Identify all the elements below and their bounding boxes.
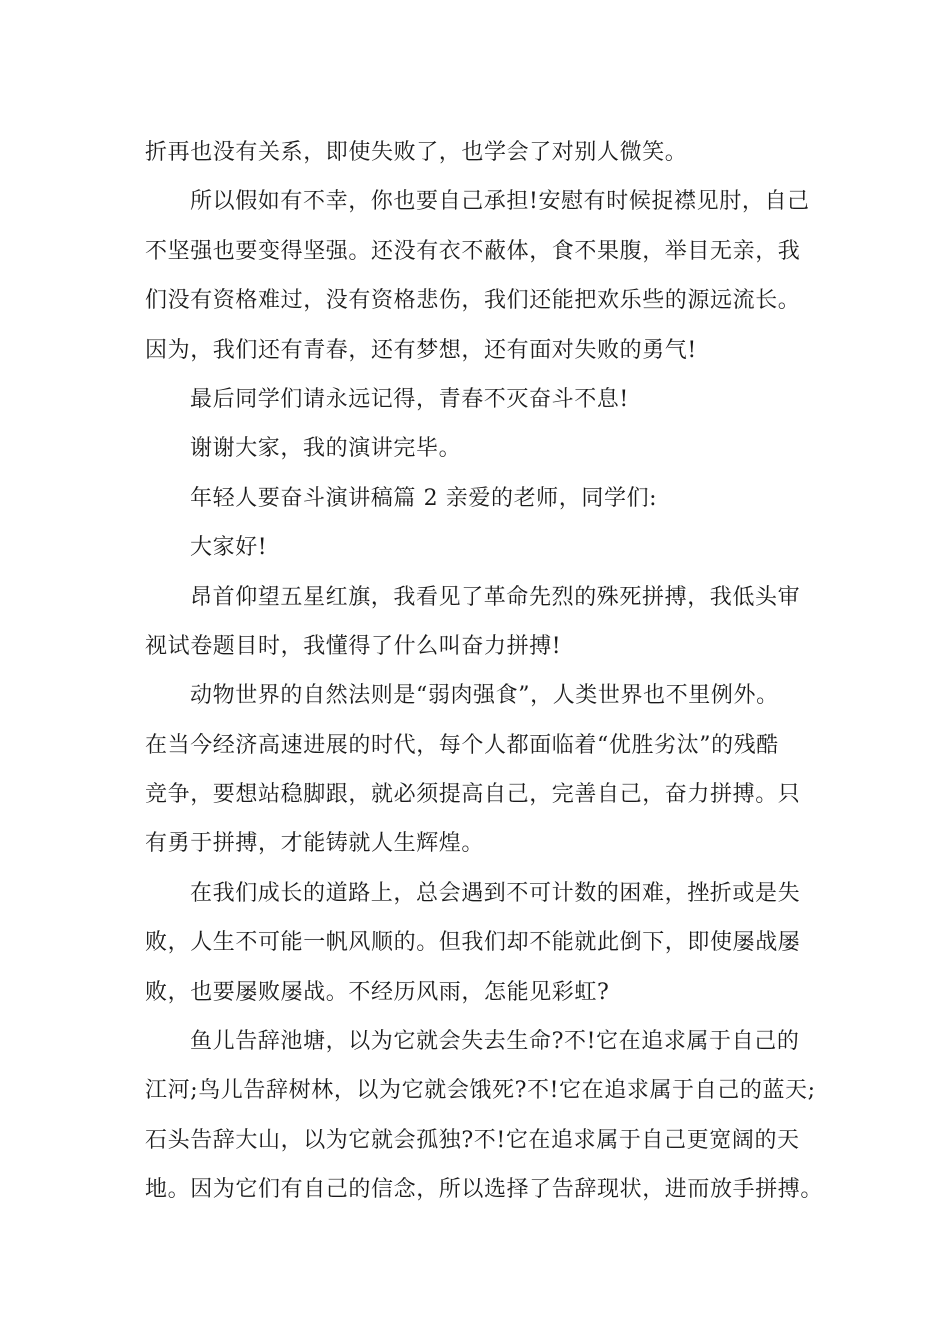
text-line: 在我们成长的道路上，总会遇到不可计数的困难，挫折或是失 <box>190 880 801 906</box>
document-body <box>145 128 825 1215</box>
text-line: 们没有资格难过，没有资格悲伤，我们还能把欢乐些的源远流长。 <box>145 288 801 314</box>
text-line: 石头告辞大山，以为它就会孤独?不!它在追求属于自己更宽阔的天 <box>145 1127 800 1153</box>
text-line: 因为，我们还有青春，还有梦想，还有面对失败的勇气! <box>145 337 697 363</box>
paragraph <box>145 128 825 177</box>
text-line: 江河;鸟儿告辞树林，以为它就会饿死?不!它在追求属于自己的蓝天; <box>145 1078 816 1104</box>
text-line: 不坚强也要变得坚强。还没有衣不蔽体，食不果腹，举目无亲，我 <box>145 238 801 264</box>
text-line: 竞争，要想站稳脚跟，就必须提高自己，完善自己，奋力拼搏。只 <box>145 782 801 808</box>
paragraph <box>145 177 825 375</box>
text-line: 谢谢大家，我的演讲完毕。 <box>190 436 462 462</box>
paragraph <box>145 573 825 672</box>
text-line: 在当今经济高速进展的时代，每个人都面临着“优胜劣汰”的残酷 <box>145 732 779 758</box>
text-line: 视试卷题目时，我懂得了什么叫奋力拼搏! <box>145 633 562 659</box>
paragraph <box>145 869 825 1017</box>
text-line: 动物世界的自然法则是“弱肉强食”，人类世界也不里例外。 <box>190 683 779 709</box>
paragraph <box>145 671 825 869</box>
text-line: 败，人生不可能一帆风顺的。但我们却不能就此倒下，即使屡战屡 <box>145 930 801 956</box>
paragraph <box>145 375 825 424</box>
text-line: 有勇于拼搏，才能铸就人生辉煌。 <box>145 831 485 857</box>
paragraph <box>145 523 825 572</box>
text-line: 所以假如有不幸，你也要自己承担!安慰有时候捉襟见肘，自己 <box>190 189 810 215</box>
text-line: 昂首仰望五星红旗，我看见了革命先烈的殊死拼搏，我低头审 <box>190 584 801 610</box>
text-line: 败，也要屡败屡战。不经历风雨，怎能见彩虹? <box>145 979 610 1005</box>
text-line: 鱼儿告辞池塘，以为它就会失去生命?不!它在追求属于自己的 <box>190 1029 800 1055</box>
text-line: 地。因为它们有自己的信念，所以选择了告辞现状，进而放手拼搏。 <box>145 1177 824 1203</box>
text-line: 折再也没有关系，即使失败了，也学会了对别人微笑。 <box>145 140 688 165</box>
text-line: 年轻人要奋斗演讲稿篇 2 亲爱的老师，同学们: <box>190 485 658 511</box>
text-line: 最后同学们请永远记得，青春不灭奋斗不息! <box>190 386 629 412</box>
paragraph <box>145 474 825 523</box>
paragraph <box>145 1017 825 1215</box>
paragraph <box>145 424 825 473</box>
text-line: 大家好! <box>190 535 268 561</box>
